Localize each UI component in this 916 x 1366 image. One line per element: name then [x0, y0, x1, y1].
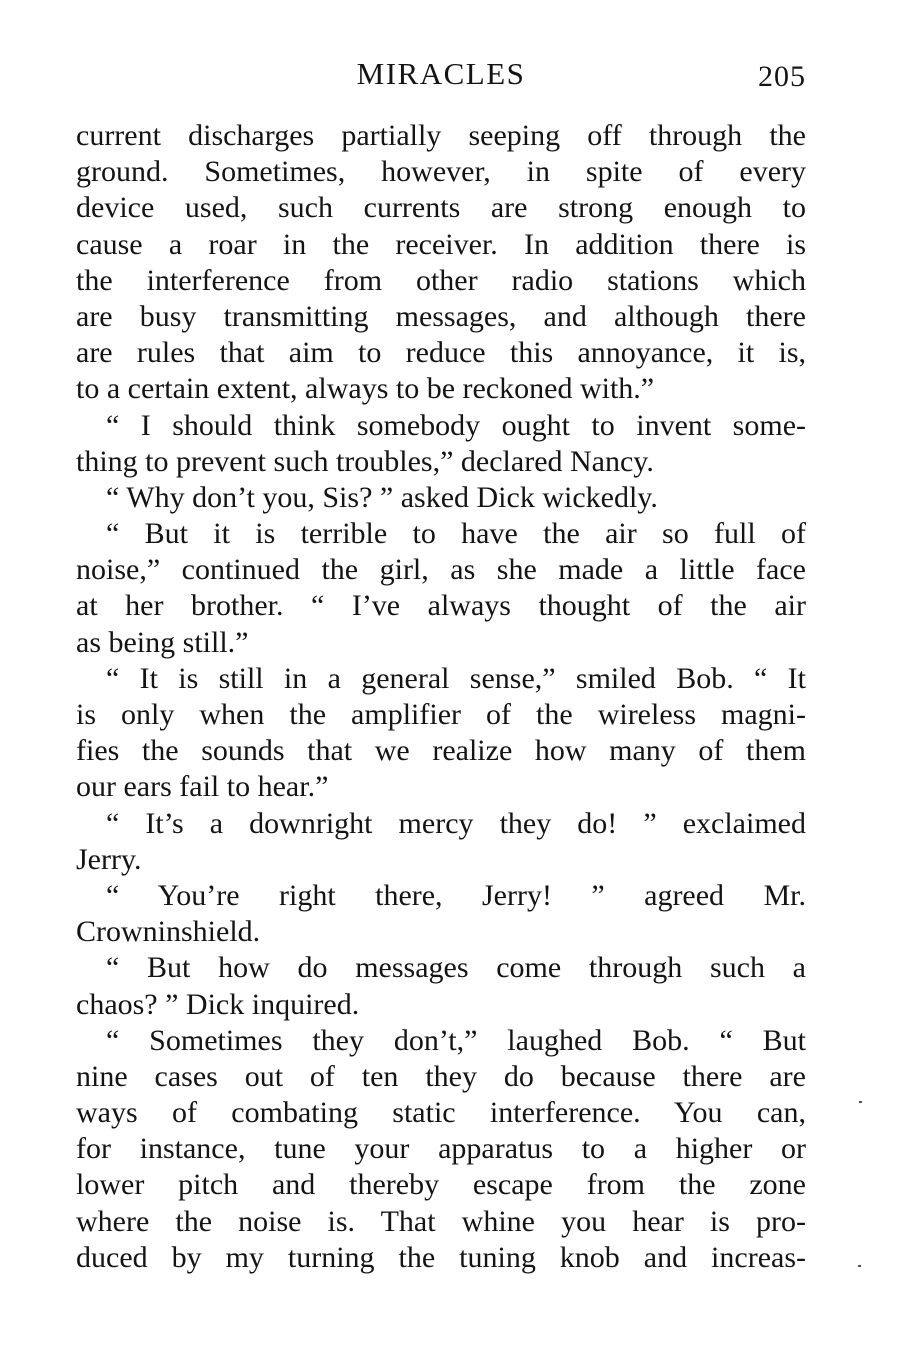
- running-head: MIRACLES: [356, 56, 526, 91]
- text-line: our ears fail to hear.”: [76, 770, 329, 804]
- text-line: at her brother. “ I’ve always thought of the air: [76, 589, 806, 623]
- text-line: for instance, tune your apparatus to a higher or: [76, 1132, 806, 1166]
- text-line: “ It’s a downright mercy they do! ” exclaimed: [106, 806, 806, 840]
- text-line: are busy transmitting messages, and although there: [76, 299, 806, 333]
- text-line: “ Why don’t you, Sis? ” asked Dick wickedly.: [106, 480, 658, 514]
- text-line: where the noise is. That whine you hear is pro-: [76, 1204, 806, 1238]
- text-line: are rules that aim to reduce this annoyance, it is,: [76, 336, 806, 370]
- text-line: Jerry.: [76, 842, 142, 876]
- print-speck: [858, 1265, 861, 1267]
- text-line: ground. Sometimes, however, in spite of every: [76, 155, 806, 189]
- text-line: as being still.”: [76, 625, 249, 659]
- text-line: cause a roar in the receiver. In addition there is: [76, 227, 806, 261]
- body-text: [76, 118, 806, 1276]
- page-header: [76, 56, 806, 100]
- text-line: current discharges partially seeping off through the: [76, 119, 806, 152]
- text-line: “ Sometimes they don’t,” laughed Bob. “ But: [106, 1023, 806, 1057]
- text-line: device used, such currents are strong enough to: [76, 191, 806, 225]
- text-line: “ But it is terrible to have the air so full of: [106, 517, 806, 551]
- text-line: to a certain extent, always to be reckoned with.”: [76, 372, 655, 406]
- text-line: “ I should think somebody ought to invent some-: [106, 408, 806, 442]
- text-line: “ It is still in a general sense,” smiled Bob. “ It: [106, 661, 806, 695]
- text-line: noise,” continued the girl, as she made a little face: [76, 553, 806, 587]
- text-line: duced by my turning the tuning knob and increas-: [76, 1240, 806, 1274]
- text-line: chaos? ” Dick inquired.: [76, 987, 360, 1021]
- text-line: the interference from other radio stations which: [76, 263, 806, 297]
- text-line: Crowninshield.: [76, 915, 261, 949]
- text-line: “ But how do messages come through such a: [106, 951, 806, 985]
- text-line: thing to prevent such troubles,” declared Nancy.: [76, 444, 654, 478]
- text-line: “ You’re right there, Jerry! ” agreed Mr.: [106, 878, 806, 912]
- text-line: ways of combating static interference. You can,: [76, 1096, 806, 1130]
- text-line: lower pitch and thereby escape from the zone: [76, 1168, 806, 1202]
- text-line: fies the sounds that we realize how many of them: [76, 734, 806, 768]
- print-speck: [859, 1101, 862, 1103]
- text-line: nine cases out of ten they do because there are: [76, 1059, 806, 1093]
- text-line: is only when the amplifier of the wireless magni-: [76, 698, 806, 731]
- page-number: 205: [758, 60, 806, 93]
